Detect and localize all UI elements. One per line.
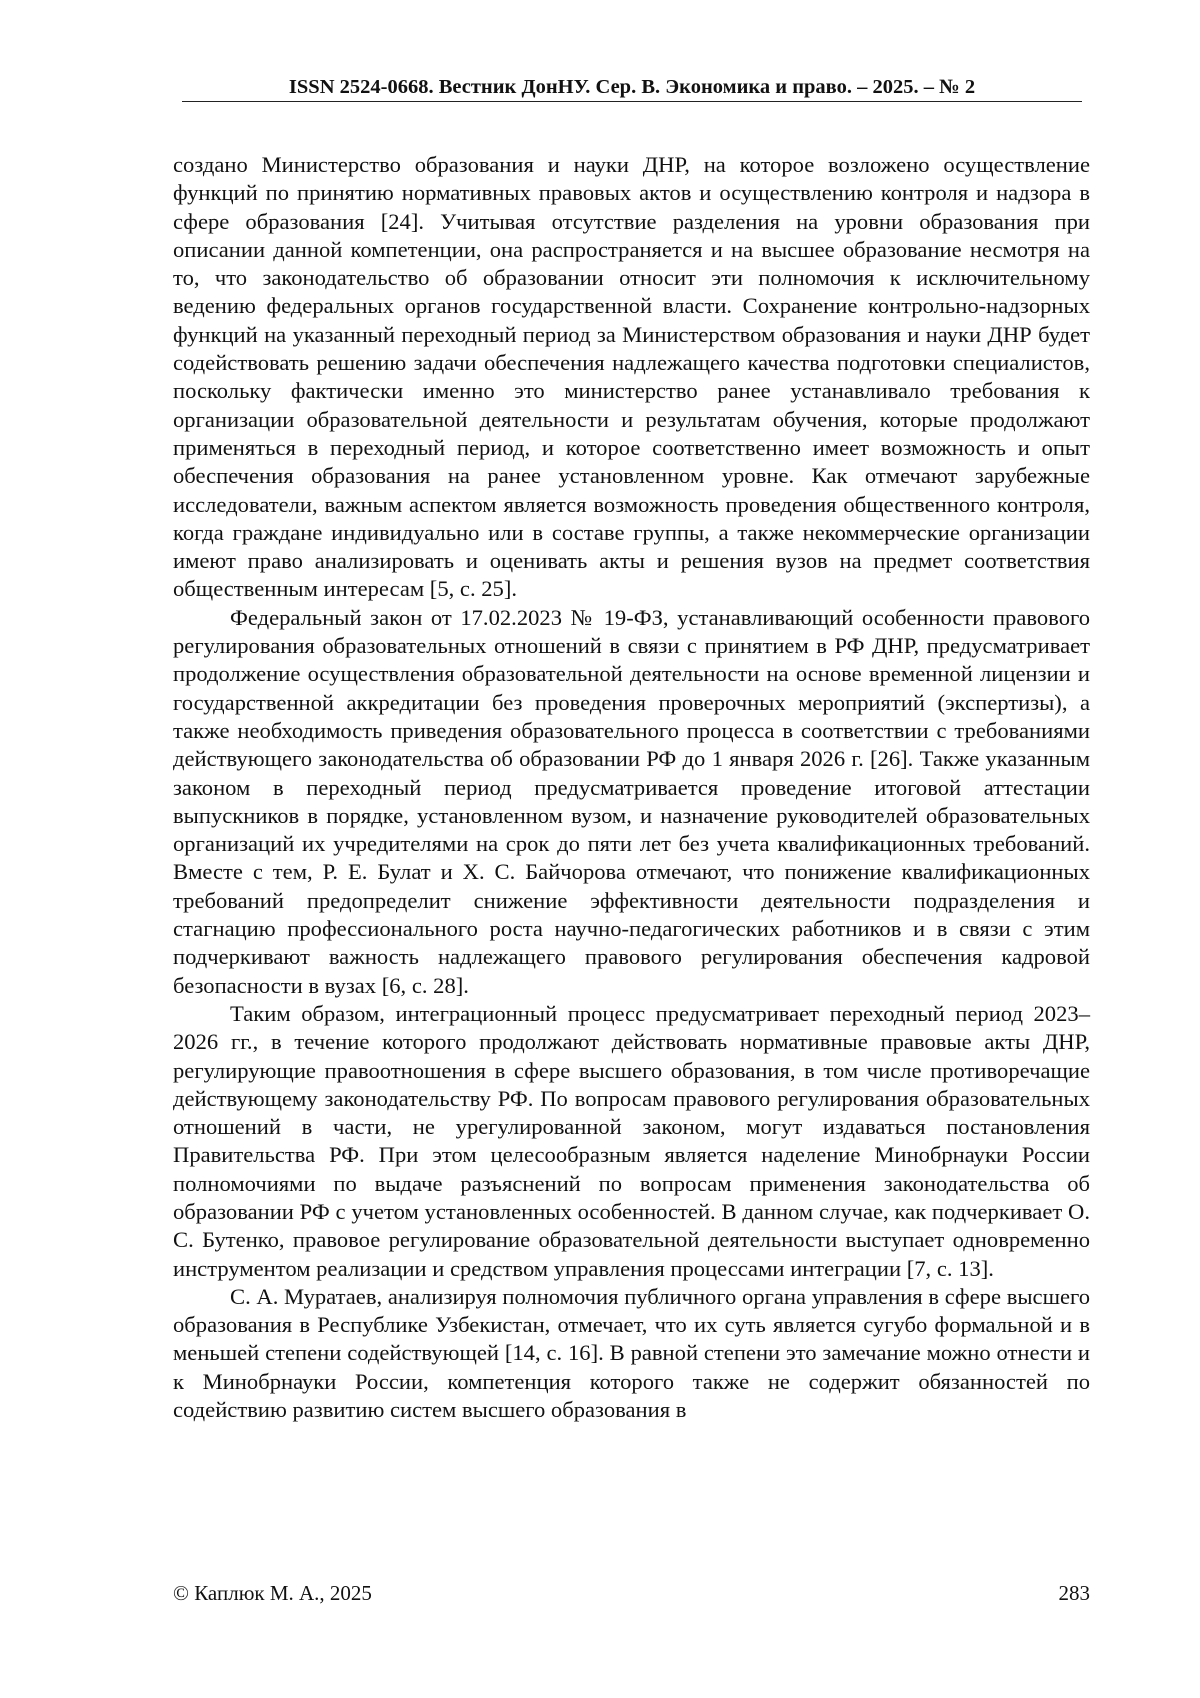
- page-number: 283: [1058, 1581, 1090, 1605]
- paragraph-conclusion: Таким образом, интеграционный процесс предусматривает переходный период 2023–2026 гг., в течение которого продолжают действовать нормативные правовые акты ДНР, регулирующие правоотношения в сфере высшего образования, в том числе противоречащие действующему законодательству РФ. По вопросам правового регулирования образовательных отношений в части, не урегулированной законом, могут издаваться постановления Правительства РФ. При этом целесообразным является наделение Минобрнауки России полномочиями по выдаче разъяснений по вопросам применения законодательства об образовании РФ с учетом установленных особенностей. В данном случае, как подчеркивает О. С. Бутенко, правовое регулирование образовательной деятельности выступает одновременно инструментом реализации и средством управления процессами интеграции [7, с. 13].: [173, 1000, 1090, 1281]
- header-divider: [182, 101, 1082, 102]
- paragraph-continuation: создано Министерство образования и науки ДНР, на которое возложено осуществление функций по принятию нормативных правовых актов и осуществлению контроля и надзора в сфере образования [24]. Учитывая отсутствие разделения на уровни образования при описании данной компетенции, она распространяется и на высшее образование несмотря на то, что законодательство об образовании относит эти полномочия к исключительному ведению федеральных органов государственной власти. Сохранение контрольно-надзорных функций на указанный переходный период за Министерством образования и науки ДНР будет содействовать решению задачи обеспечения надлежащего качества подготовки специалистов, поскольку фактически именно это министерство ранее устанавливало требования к организации образовательной деятельности и результатам обучения, которые продолжают применяться в переходный период, и которое соответственно имеет возможность и опыт обеспечения образования на ранее установленном уровне. Как отмечают зарубежные исследователи, важным аспектом является возможность проведения общественного контроля, когда граждане индивидуально или в составе группы, а также некоммерческие организации имеют право анализировать и оценивать акты и решения вузов на предмет соответствия общественным интересам [5, с. 25].: [173, 152, 1090, 602]
- paragraph-murataev: С. А. Муратаев, анализируя полномочия публичного органа управления в сфере высшего образования в Республике Узбекистан, отмечает, что их суть является сугубо формальной и в меньшей степени содействующей [14, с. 16]. В равной степени это замечание можно отнести и к Минобрнауки России, компетенция которого также не содержит обязанностей по содействию развитию систем высшего образования в: [173, 1283, 1090, 1423]
- paragraph-federal-law: Федеральный закон от 17.02.2023 № 19-ФЗ, устанавливающий особенности правового регулирования образовательных отношений в связи с принятием в РФ ДНР, предусматривает продолжение осуществления образовательной деятельности на основе временной лицензии и государственной аккредитации без проведения проверочных мероприятий (экспертизы), а также необходимость приведения образовательного процесса в соответствии с требованиями действующего законодательства об образовании РФ до 1 января 2026 г. [26]. Также указанным законом в переходный период предусматривается проведение итоговой аттестации выпускников в порядке, установленном вузом, и назначение руководителей образовательных организаций их учредителями на срок до пяти лет без учета квалификационных требований. Вместе с тем, Р. Е. Булат и Х. С. Байчорова отмечают, что понижение квалификационных требований предопределит снижение эффективности деятельности подразделения и стагнацию профессионального роста научно-педагогических работников и в связи с этим подчеркивают важность надлежащего правового регулирования обеспечения кадровой безопасности в вузах [6, с. 28].: [173, 604, 1090, 998]
- copyright-notice: © Каплюк М. А., 2025: [173, 1581, 372, 1605]
- running-header: ISSN 2524-0668. Вестник ДонНУ. Сер. В. Экономика и право. – 2025. – № 2: [288, 76, 976, 98]
- article-body: [173, 151, 1090, 1424]
